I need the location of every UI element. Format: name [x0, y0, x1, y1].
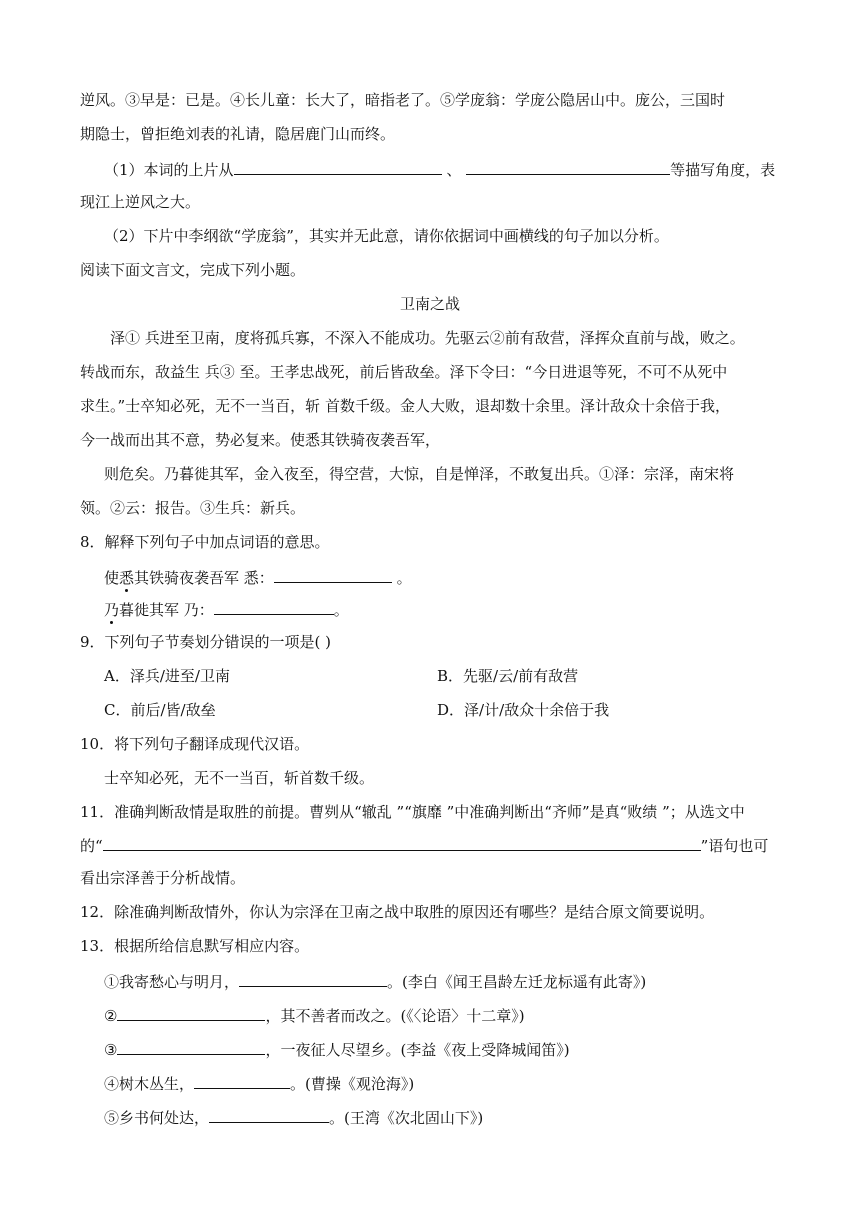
question-13-item-2 — [104, 1004, 804, 1026]
q8-item-1-text: 其铁骑夜袭吾军 悉： — [134, 569, 274, 587]
passage-line-1: 泽① 兵进至卫南，度将孤兵寡，不深入不能成功。先驱云②前有敌营，泽挥众直前与战，败之。 — [110, 329, 745, 347]
question-1-separator: 、 — [446, 161, 462, 179]
question-8-item-2 — [104, 598, 804, 620]
q13-item-2-prefix: ② — [104, 1007, 118, 1025]
q8-item-2-end: 。 — [333, 601, 349, 619]
option-d[interactable]: D．泽/计/敌众十余倍于我 — [437, 701, 610, 719]
reading-instruction: 阅读下面文言文，完成下列小题。 — [80, 261, 306, 279]
question-13-item-4 — [104, 1072, 804, 1094]
question-1-text-b: 等描写角度，表 — [670, 161, 776, 179]
question-9-stem: 9．下列句子节奏划分错误的一项是( ) — [80, 633, 332, 651]
passage-line-4: 今一战而出其不意，势必复来。使悉其铁骑夜袭吾军， — [80, 431, 441, 449]
answer-blank-13-1[interactable] — [239, 970, 387, 987]
question-13-stem: 13．根据所给信息默写相应内容。 — [80, 937, 310, 955]
question-8-stem: 8．解释下列句子中加点词语的意思。 — [80, 533, 330, 551]
question-1 — [104, 158, 804, 180]
answer-blank-8b[interactable] — [214, 598, 334, 615]
question-10-sentence: 士卒知必死，无不一当百，斩首数千级。 — [104, 769, 375, 787]
passage-title: 卫南之战 — [399, 295, 460, 313]
option-a[interactable]: A．泽兵/进至/卫南 — [104, 667, 230, 685]
q13-item-1-source: 。(李白《闻王昌龄左迁龙标遥有此寄》) — [387, 973, 647, 991]
question-1-continued: 现江上逆风之大。 — [80, 193, 201, 211]
question-11-line-2 — [80, 834, 780, 856]
question-13-item-3 — [104, 1038, 804, 1060]
q11-open-quote: 的“ — [80, 837, 103, 855]
q13-item-3-source: ，一夜征人尽望乡。(李益《夜上受降城闻笛》) — [265, 1041, 570, 1059]
question-8-item-1 — [104, 566, 804, 588]
question-11-line-3: 看出宗泽善于分析战情。 — [80, 869, 246, 887]
answer-blank-13-5[interactable] — [209, 1106, 329, 1123]
option-c[interactable]: C．前后/皆/敌垒 — [104, 701, 216, 719]
q13-item-4-source: 。(曹操《观沧海》) — [290, 1075, 415, 1093]
q13-item-3-prefix: ③ — [104, 1041, 118, 1059]
q8-item-2-dotted-word: 乃 — [104, 601, 120, 619]
q13-item-4-prefix: ④树木丛生， — [104, 1075, 195, 1093]
passage-line-2: 转战而东，敌益生 兵③ 至。王孝忠战死，前后皆敌垒。泽下令曰：“今日进退等死，不可不从死中 — [80, 363, 728, 381]
q13-item-2-source: ，其不善者而改之。(《〈论语〉十二章》) — [265, 1007, 525, 1025]
answer-blank-13-2[interactable] — [117, 1004, 265, 1021]
answer-blank-11[interactable] — [103, 834, 701, 851]
answer-blank-13-4[interactable] — [194, 1072, 290, 1089]
q13-item-1-prefix: ①我寄愁心与明月， — [104, 973, 240, 991]
option-b[interactable]: B．先驱/云/前有敌营 — [437, 667, 579, 685]
answer-blank-1a[interactable] — [234, 158, 442, 175]
annotation-line-2: 期隐士，曾拒绝刘表的礼请，隐居鹿门山而终。 — [80, 125, 396, 143]
q8-item-2-text: 暮徙其军 乃： — [119, 601, 214, 619]
q8-item-1-dotted-word: 悉 — [119, 569, 135, 587]
question-2: （2）下片中李纲欲“学庞翁”，其实并无此意，请你依据词中画横线的句子加以分析。 — [104, 227, 669, 245]
answer-blank-13-3[interactable] — [117, 1038, 265, 1055]
question-1-text-a: （1）本词的上片从 — [104, 161, 234, 179]
passage-line-3: 求生。”士卒知必死，无不一当百，斩 首数千级。金人大败，退却数十余里。泽计敌众十余倍于我， — [80, 397, 730, 415]
passage-line-5: 则危矣。乃暮徙其军，金入夜至，得空营，大惊，自是惮泽，不敢复出兵。①泽：宗泽，南宋将 — [104, 465, 735, 483]
answer-blank-1b[interactable] — [466, 158, 670, 175]
question-11-line-1: 11．准确判断敌情是取胜的前提。曹刿从“辙乱 ”“旗靡 ”中准确判断出“齐师”是真“败绩 ”；从选文中 — [80, 803, 745, 821]
question-13-item-1 — [104, 970, 804, 992]
q8-item-1-prefix: 使 — [104, 569, 120, 587]
q13-item-5-prefix: ⑤乡书何处达， — [104, 1109, 210, 1127]
q8-item-1-end: 。 — [396, 569, 412, 587]
q13-item-5-source: 。(王湾《次北固山下》) — [329, 1109, 484, 1127]
question-13-item-5 — [104, 1106, 804, 1128]
question-12: 12．除准确判断敌情外，你认为宗泽在卫南之战中取胜的原因还有哪些？是结合原文简要说明。 — [80, 903, 715, 921]
annotation-line-1: 逆风。③早是：已是。④长儿童：长大了，暗指老了。⑤学庞翁：学庞公隐居山中。庞公，三国时 — [80, 91, 726, 109]
q11-line-2-text: ”语句也可 — [700, 837, 769, 855]
passage-line-6: 领。②云：报告。③生兵：新兵。 — [80, 499, 306, 517]
question-10-stem: 10．将下列句子翻译成现代汉语。 — [80, 735, 310, 753]
answer-blank-8a[interactable] — [274, 566, 392, 583]
